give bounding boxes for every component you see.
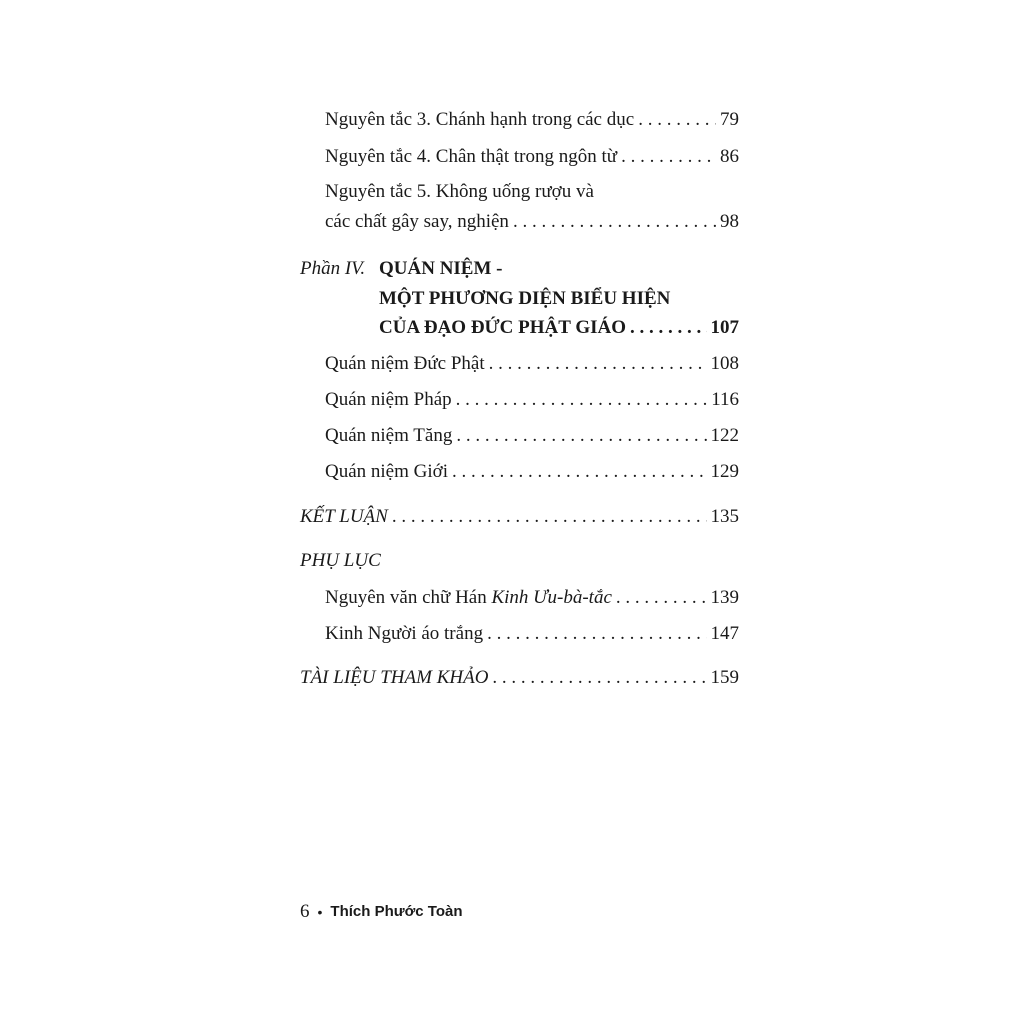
toc-entry-conclusion (300, 505, 739, 529)
toc-entry-title (325, 586, 612, 610)
toc-leader-dots (452, 460, 707, 484)
toc-entry-appendix (300, 549, 739, 573)
toc-page-number: 79 (720, 109, 739, 130)
toc-entry-sangha (325, 424, 739, 448)
toc-section-heading: PHỤ LỤC (300, 550, 381, 571)
toc-entry-rule-3 (325, 108, 739, 132)
part-title: QUÁN NIỆM - (379, 258, 503, 279)
toc-entry-title: TÀI LIỆU THAM KHẢO (300, 667, 489, 688)
toc-leader-dots (616, 586, 707, 610)
toc-entry-title: Quán niệm Giới (325, 461, 448, 482)
toc-entry-title: các chất gây say, nghiện (325, 211, 509, 232)
toc-entry-title-italic: Kinh Ưu-bà-tắc (491, 587, 612, 608)
toc-entry-buddha (325, 352, 739, 376)
toc-entry-dharma (325, 388, 739, 412)
toc-entry-title: Nguyên tắc 5. Không uống rượu và (325, 181, 594, 202)
toc-leader-dots (492, 666, 706, 690)
toc-leader-dots (392, 505, 707, 529)
part-title: MỘT PHƯƠNG DIỆN BIỂU HIỆN (379, 288, 671, 309)
toc-page-number: 147 (710, 623, 739, 644)
toc-page-number: 86 (720, 146, 739, 167)
toc-leader-dots (489, 352, 707, 376)
toc-page-number: 107 (710, 317, 739, 338)
toc-leader-dots (456, 388, 708, 412)
toc-leader-dots (456, 424, 706, 448)
toc-entry-title: Quán niệm Tăng (325, 425, 453, 446)
page-footer (300, 901, 463, 923)
toc-page-number: 129 (710, 461, 739, 482)
part-title-line-2 (379, 287, 739, 311)
toc-entry-rule-5-line-2 (325, 210, 739, 234)
toc-entry-title: Quán niệm Đức Phật (325, 353, 485, 374)
bullet-separator: • (317, 904, 323, 920)
toc-entry-title: Nguyên tắc 4. Chân thật trong ngôn từ (325, 146, 618, 167)
toc-leader-dots (487, 622, 706, 646)
toc-leader-dots (513, 210, 716, 234)
toc-page-number: 122 (710, 425, 739, 446)
toc-entry-title: Nguyên tắc 3. Chánh hạnh trong các dục (325, 109, 635, 130)
toc-entry-references (300, 666, 739, 690)
toc-entry-title-plain: Nguyên văn chữ Hán (325, 587, 492, 608)
toc-entry-title: Kinh Người áo trắng (325, 623, 484, 644)
toc-page-number: 139 (710, 587, 739, 608)
author-name: Thích Phước Toàn (330, 903, 463, 920)
toc-leader-dots (638, 108, 716, 132)
toc-entry-precepts (325, 460, 739, 484)
toc-page-number: 108 (710, 353, 739, 374)
part-title-line-1 (379, 257, 739, 281)
toc-page-number: 159 (710, 667, 739, 688)
toc-page-number: 98 (720, 211, 739, 232)
toc-entry-white-robe (325, 622, 739, 646)
toc-page-number: 116 (711, 389, 739, 410)
page-number: 6 (300, 901, 310, 922)
toc-entry-original-text (325, 586, 739, 610)
part-title: CỦA ĐẠO ĐỨC PHẬT GIÁO (379, 317, 627, 338)
part-title-line-3 (379, 316, 739, 340)
toc-entry-title: Quán niệm Pháp (325, 389, 452, 410)
toc-leader-dots (621, 145, 716, 169)
toc-entry-title: KẾT LUẬN (300, 506, 388, 527)
toc-page-number: 135 (710, 506, 739, 527)
part-label: Phần IV. (300, 258, 366, 279)
toc-entry-rule-5-line-1 (325, 180, 739, 204)
toc-entry-rule-4 (325, 145, 739, 169)
toc-leader-dots (630, 316, 706, 340)
